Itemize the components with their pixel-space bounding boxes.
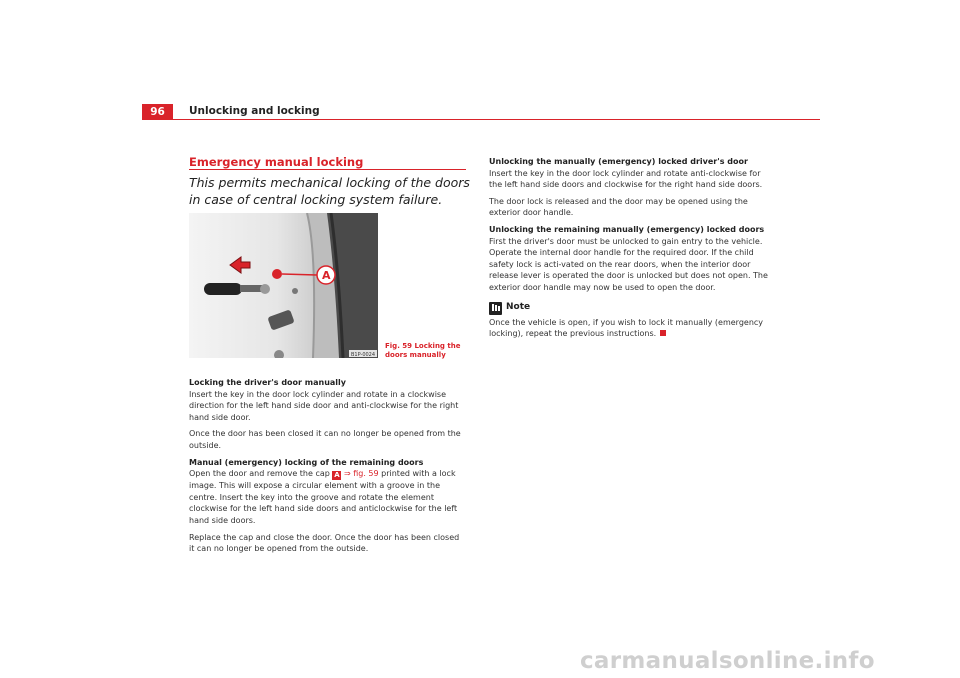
figure-caption: Fig. 59 Locking the doors manually <box>385 342 461 359</box>
note-title: Note <box>506 302 531 313</box>
right-paragraph-3: First the driver's door must be unlocked to gain entry to the vehicle. Operate the internal door handle for the required door. If the child safety lock is acti-vated on the rear doors, when the interior door release lever is operated the door is unlocked but does not open. The exterior door handle may now be used to open the door. <box>489 236 768 292</box>
running-title: Unlocking and locking <box>189 105 320 117</box>
note-text <box>489 317 771 340</box>
section-intro: This permits mechanical locking of the doors in case of central locking system failure. <box>189 175 470 207</box>
figure-door-lock <box>189 213 378 358</box>
header-rule <box>173 119 820 120</box>
note-body: Once the vehicle is open, if you wish to lock it manually (emergency locking), repeat the previous instructions. <box>489 317 764 339</box>
left-column <box>189 377 467 560</box>
right-paragraph-2: The door lock is released and the door may be opened using the exterior door handle. <box>489 196 748 218</box>
right-heading-1: Unlocking the manually (emergency) locked driver's door <box>489 157 748 166</box>
section-title: Emergency manual locking <box>189 155 364 169</box>
door-lock-illustration <box>189 213 378 358</box>
left-paragraph-4: Replace the cap and close the door. Once the door has been closed it can no longer be opened from the outside. <box>189 532 460 554</box>
label-a-badge: A <box>334 471 340 480</box>
section-rule <box>189 169 466 170</box>
right-column <box>489 156 771 345</box>
left-p3-end: printed with a lock image. This will expose a circular element with a groove in the centre. Insert the key into the groove and rotate the element clockwise for the left hand side doors and anticlockwise for the left hand side doors. <box>189 469 458 525</box>
left-p3-start: Open the door and remove the cap <box>189 469 330 479</box>
callout-a-label: A <box>322 269 331 282</box>
left-paragraph-3 <box>189 468 467 526</box>
left-heading-1: Locking the driver's door manually <box>189 378 347 387</box>
note-header <box>489 302 771 315</box>
left-heading-2: Manual (emergency) locking of the remaining doors <box>189 457 424 467</box>
right-paragraph-1: Insert the key in the door lock cylinder and rotate anti-clockwise for the left hand side doors and clockwise for the right hand side doors. <box>489 168 763 190</box>
left-paragraph-2: Once the door has been closed it can no longer be opened from the outside. <box>189 429 461 450</box>
right-heading-2: Unlocking the remaining manually (emergency) locked doors <box>489 224 765 234</box>
fig-59-link[interactable]: ⇒ fig. 59 <box>343 469 379 479</box>
left-paragraph-1: Insert the key in the door lock cylinder and rotate in a clockwise direction for the left hand side door and anti-clockwise for the right hand side door. <box>189 389 459 422</box>
watermark: carmanualsonline.info <box>580 648 875 674</box>
end-of-section-icon <box>660 330 666 336</box>
figure-code: B1P-0024 <box>351 352 376 358</box>
page-number: 96 <box>142 104 173 120</box>
note-icon <box>489 302 502 315</box>
